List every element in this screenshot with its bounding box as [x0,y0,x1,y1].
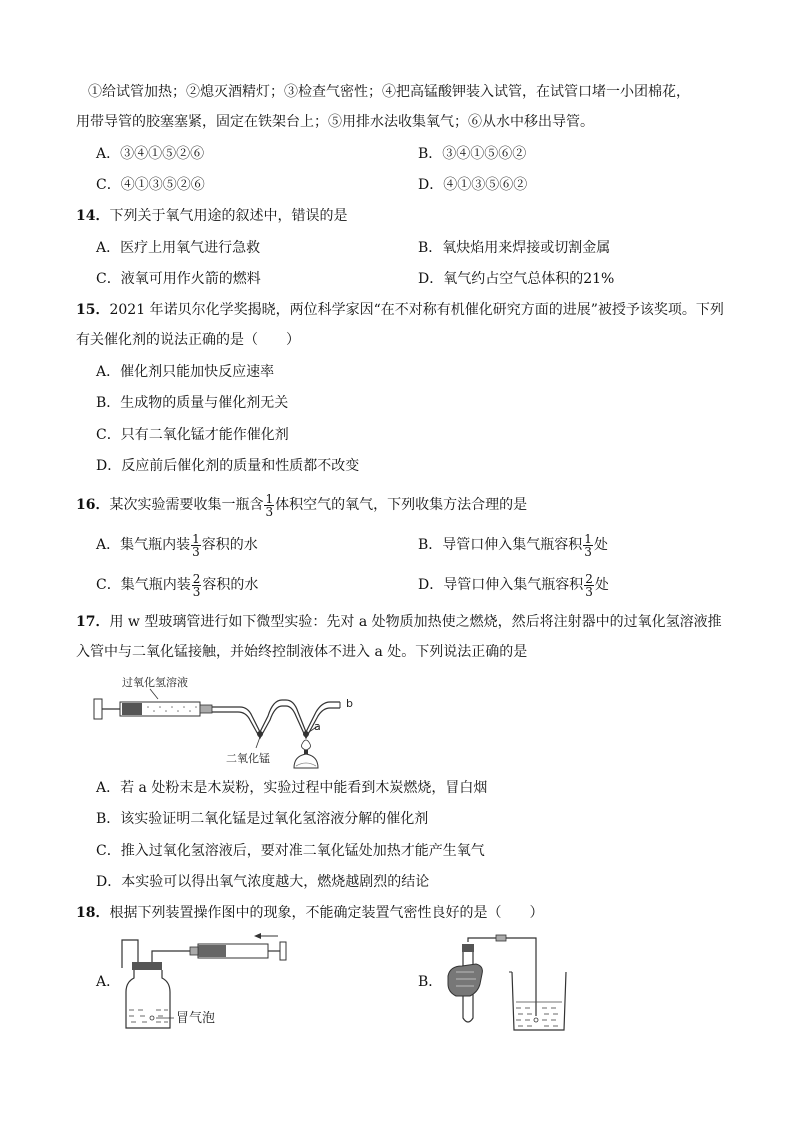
q17-option-a[interactable]: A．若 a 处粉末是木炭粉，实验过程中能看到木炭燃烧，冒白烟 [96,780,488,796]
q15-option-a[interactable]: A．催化剂只能加快反应速率 [96,364,275,380]
q15-stem-line1: 2021 年诺贝尔化学奖揭晓，两位科学家因“在不对称有机催化研究方面的进展”被授予该奖项。下列 [109,302,724,318]
q16-option-c-fraction: $\frac{2}{3}$ [192,571,201,599]
q14-question [76,206,347,226]
q14-stem: 下列关于氧气用途的叙述中，错误的是 [109,208,348,224]
q16-stem-after: 体积空气的氧气，下列收集方法合理的是 [275,497,528,513]
bubble-label: 冒气泡 [176,1011,216,1026]
q18-option-b-label[interactable]: B． [418,974,443,990]
q15-number: 15． [76,302,110,318]
q13-stem-line2: 用带导管的胶塞塞紧，固定在铁架台上；⑤用排水法收集氧气；⑥从水中移出导管。 [76,114,594,130]
w-tube-apparatus-figure [90,670,360,776]
q17-question-line1 [76,612,722,632]
manganese-dioxide-label: 二氧化锰 [226,752,270,765]
q17-option-b[interactable]: B．该实验证明二氧化锰是过氧化氢溶液分解的催化剂 [96,811,429,827]
q15-option-c[interactable]: C．只有二氧化锰才能作催化剂 [96,427,289,443]
point-a-label: a [314,720,321,733]
q16-fraction-stem: $\frac{1}{3}$ [265,491,274,519]
q15-option-b[interactable]: B．生成物的质量与催化剂无关 [96,395,289,411]
q18-question [76,903,543,923]
q18-option-a-label[interactable]: A． [96,974,121,990]
q16-option-d[interactable] [418,570,609,600]
q13-option-b[interactable]: B．③④①⑤⑥② [418,146,527,162]
q16-option-b-fraction: $\frac{1}{3}$ [584,531,592,559]
bottle-syringe-apparatus-figure [118,928,294,1034]
hydrogen-peroxide-label: 过氧化氢溶液 [122,676,188,689]
q18-stem: 根据下列装置操作图中的现象，不能确定装置气密性良好的是（ ） [109,905,544,921]
q16-option-b[interactable] [418,530,608,560]
q16-number: 16． [76,497,110,513]
q16-option-a-fraction: $\frac{1}{3}$ [192,531,200,559]
q16-option-c-text-end: 容积的水 [202,577,259,593]
point-b-label: b [346,697,353,710]
q15-option-d[interactable]: D．反应前后催化剂的质量和性质都不改变 [96,458,360,474]
q16-option-a-text: A．集气瓶内装 [96,537,191,553]
q16-option-d-text: D．导管口伸入集气瓶容积 [418,577,584,593]
q17-option-c[interactable]: C．推入过氧化氢溶液后，要对准二氧化锰处加热才能产生氧气 [96,843,485,859]
q17-number: 17． [76,614,110,630]
q13-option-d[interactable]: D．④①③⑤⑥② [418,177,528,193]
q16-option-c[interactable] [96,570,258,600]
q15-question-line1 [76,300,724,320]
q16-stem-before: 某次实验需要收集一瓶含 [109,497,264,513]
q16-option-c-text: C．集气瓶内装 [96,577,191,593]
q17-stem-line1: 用 w 型玻璃管进行如下微型实验：先对 a 处物质加热使之燃烧，然后将注射器中的过氧化氢溶液推 [109,614,722,630]
q16-option-b-text: B．导管口伸入集气瓶容积 [418,537,583,553]
q13-option-c[interactable]: C．④①③⑤②⑥ [96,177,205,193]
q14-option-c[interactable]: C．液氧可用作火箭的燃料 [96,271,261,287]
q16-option-a[interactable] [96,530,258,560]
q18-number: 18． [76,905,110,921]
q16-option-a-text-end: 容积的水 [201,537,258,553]
q16-option-d-text-end: 处 [594,577,609,593]
q14-option-a[interactable]: A．医疗上用氧气进行急救 [96,240,261,256]
q13-stem-line1: ①给试管加热；②熄灭酒精灯；③检查气密性；④把高锰酸钾装入试管，在试管口堵一小团棉花， [88,84,690,100]
q16-option-b-text-end: 处 [593,537,608,553]
q14-number: 14． [76,208,110,224]
q17-stem-line2: 入管中与二氧化锰接触，并始终控制液体不进入 a 处。下列说法正确的是 [76,644,528,660]
test-tube-beaker-apparatus-figure [446,932,576,1032]
q16-option-d-fraction: $\frac{2}{3}$ [585,571,593,599]
q13-option-a[interactable]: A．③④①⑤②⑥ [96,146,205,162]
q14-option-d[interactable]: D．氧气约占空气总体积的21% [418,271,615,287]
q14-option-b[interactable]: B．氧炔焰用来焊接或切割金属 [418,240,611,256]
q17-option-d[interactable]: D．本实验可以得出氧气浓度越大，燃烧越剧烈的结论 [96,874,430,890]
q15-stem-line2: 有关催化剂的说法正确的是（ ） [76,332,300,348]
q16-question [76,490,527,520]
